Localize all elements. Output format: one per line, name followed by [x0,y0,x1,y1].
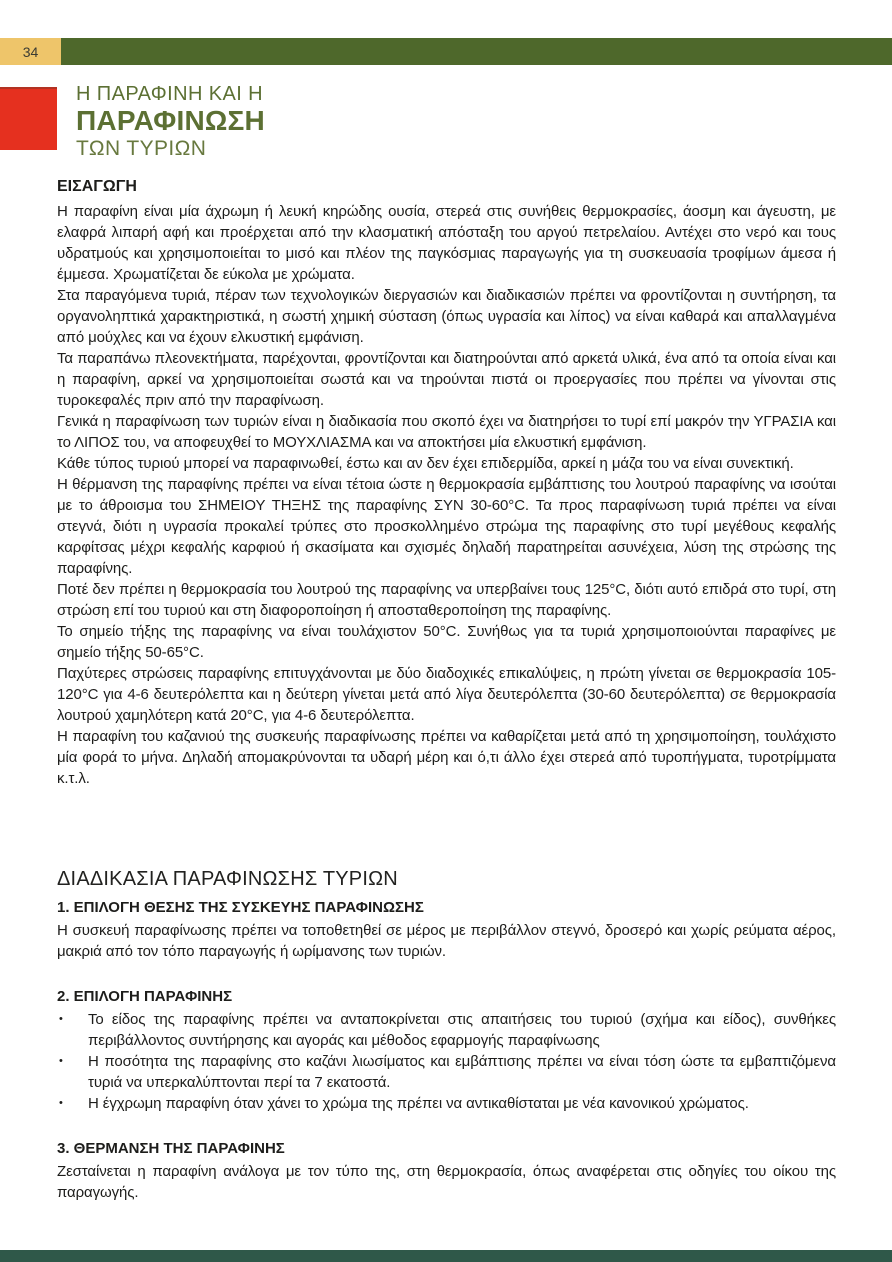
intro-paragraph: Τα παραπάνω πλεονεκτήματα, παρέχονται, φροντίζονται και διατηρούνται από αρκετά υλικά, ένα από τα οποία είναι και η παραφίνη, αρκεί να χρησιμοποιείται σωστά και να τηρούνται πιστά οι προεργασίες που πρέπει να γίνονται στις τυροκεφαλές πριν από την παραφίνωση. [57,350,836,409]
main-content [57,176,836,1203]
list-item: • Η έγχρωμη παραφίνη όταν χάνει το χρώμα της πρέπει να αντικαθίσταται με νέα κανονικού χρώματος. [57,1093,836,1114]
title-line-1: Η ΠΑΡΑΦΙΝΗ ΚΑΙ Η [76,83,263,105]
intro-paragraph: Η θέρμανση της παραφίνης πρέπει να είναι τέτοια ώστε η θερμοκρασία εμβάπτισης του λουτρού παραφίνης να ισούται με το άθροισμα του ΣΗΜΕΙΟΥ ΤΗΞΗΣ της παραφίνης ΣΥΝ 30-60°C. Τα προς παραφίνωση τυριά πρέπει να είναι στεγνά, διότι η υγρασία προκαλεί τρύπες στο προσκολλημένο στρώμα της παραφίνης στο τυρί μεγέθους κεφαλής καρφίτσας μέχρι κεφαλής καρφιού ή σκασίματα και σχισμές δηλαδή παρατηρείται ασυνέχεια, λύση της στρώσης της παραφίνης. [57,476,836,577]
footer-bar [0,1250,892,1262]
intro-paragraph: Η παραφίνη είναι μία άχρωμη ή λευκή κηρώδης ουσία, στερεά στις συνήθεις θερμοκρασίες, άοσμη και άγευστη, με ελαφρά λιπαρή αφή και προέρχεται από την κλασματική απόσταξη του αργού πετρελαίου. Αντέχει στο νερό και τους υδρατμούς και χρησιμοποιείται το μισό και πλέον της παγκόσμιας παραγωγής για τη συσκευασία τροφίμων άμεσα ή έμμεσα. Χρωματίζεται δε εύκολα με χρώματα. [57,203,836,283]
subsection-1-paragraph: Η συσκευή παραφίνωσης πρέπει να τοποθετηθεί σε μέρος με περιβάλλον στεγνό, δροσερό και χωρίς ρεύματα αέρος, μακριά από τον τόπο παραγωγής ή ωρίμανσης των τυριών. [57,922,836,960]
page-number: 34 [22,43,39,60]
title-line-2: ΠΑΡΑΦΙΝΩΣΗ [76,105,265,136]
list-item: • Η ποσότητα της παραφίνης στο καζάνι λιωσίματος και εμβάπτισης πρέπει να είναι τόση ώστε τα εμβαπτιζόμενα τυριά να υπερκαλύπτονται περί τα 7 εκατοστά. [57,1051,836,1093]
title-line-3: ΤΩΝ ΤΥΡΙΩΝ [76,137,207,160]
paraffin-selection-list [57,1009,836,1114]
header-bar [0,38,892,65]
red-square-accent [0,87,57,150]
intro-paragraph: Στα παραγόμενα τυριά, πέραν των τεχνολογικών διεργασιών και διαδικασιών πρέπει να φροντίζονται η συντήρηση, τα οργανοληπτικά χαρακτηριστικά, η σωστή χημική σύσταση (όπως υγρασία και λίπος) να είναι καθαρά και απαλλαγμένα από μούχλες και να έχουν ελκυστική εμφάνιση. [57,287,836,346]
intro-paragraph: Η παραφίνη του καζανιού της συσκευής παραφίνωσης πρέπει να καθαρίζεται μετά από τη χρησιμοποίηση, τουλάχιστο μία φορά το μήνα. Δηλαδή απομακρύνονται τα υδαρή μέρη και ό,τι άλλο έχει στερεά από τυροπήγματα, τυροτρίμματα κ.τ.λ. [57,728,836,787]
list-item: • Το είδος της παραφίνης πρέπει να ανταποκρίνεται στις απαιτήσεις του τυριού (σχήμα και είδος), συνθήκες περιβάλλοντος συντήρησης και αγοράς και μέθοδος εφαρμογής παραφίνωσης [57,1009,836,1051]
subsection-2-heading: 2. ΕΠΙΛΟΓΗ ΠΑΡΑΦΙΝΗΣ [57,988,233,1005]
intro-paragraph: Παχύτερες στρώσεις παραφίνης επιτυγχάνονται με δύο διαδοχικές επικαλύψεις, η πρώτη γίνεται σε θερμοκρασία 105-120°C για 4-6 δευτερόλεπτα και η δεύτερη γίνεται μετά από λίγα δευτερόλεπτα (30-60 δευτερόλεπτα) σε θερμοκρασία λουτρού χαμηλότερη κατά 20°C, για 4-6 δευτερόλεπτα. [57,665,836,724]
intro-paragraph: Ποτέ δεν πρέπει η θερμοκρασία του λουτρού της παραφίνης να υπερβαίνει τους 125°C, διότι αυτό επιδρά στο τυρί, στη στρώση επί του τυριού και στη διαφοροποίηση ή αποσταθεροποίηση της παραφίνης. [57,581,836,619]
intro-paragraph: Κάθε τύπος τυριού μπορεί να παραφινωθεί, έστω και αν δεν έχει επιδερμίδα, αρκεί η μάζα του να είναι συνεκτική. [57,455,794,472]
page-number-badge [0,38,61,65]
subsection-1-heading: 1. ΕΠΙΛΟΓΗ ΘΕΣΗΣ ΤΗΣ ΣΥΣΚΕΥΗΣ ΠΑΡΑΦΙΝΩΣΗΣ [57,899,424,916]
subsection-3-paragraph: Ζεσταίνεται η παραφίνη ανάλογα με τον τύπο της, στη θερμοκρασία, όπως αναφέρεται στις οδηγίες του οίκου της παραγωγής. [57,1163,836,1201]
subsection-3-heading: 3. ΘΕΡΜΑΝΣΗ ΤΗΣ ΠΑΡΑΦΙΝΗΣ [57,1140,285,1157]
intro-paragraph: Το σημείο τήξης της παραφίνης να είναι τουλάχιστον 50°C. Συνήθως για τα τυριά χρησιμοποιούνται παραφίνες με σημείο τήξης 50-65°C. [57,623,836,661]
intro-paragraph: Γενικά η παραφίνωση των τυριών είναι η διαδικασία που σκοπό έχει να διατηρήσει το τυρί επί μακρόν την ΥΓΡΑΣΙΑ και το ΛΙΠΟΣ του, να αποφευχθεί το ΜΟΥΧΛΙΑΣΜΑ και να αποκτήσει μία ελκυστική εμφάνιση. [57,413,836,451]
process-section-heading: ΔΙΑΔΙΚΑΣΙΑ ΠΑΡΑΦΙΝΩΣΗΣ ΤΥΡΙΩΝ [57,868,398,890]
intro-heading: ΕΙΣΑΓΩΓΗ [57,178,137,195]
page-title [76,84,265,159]
